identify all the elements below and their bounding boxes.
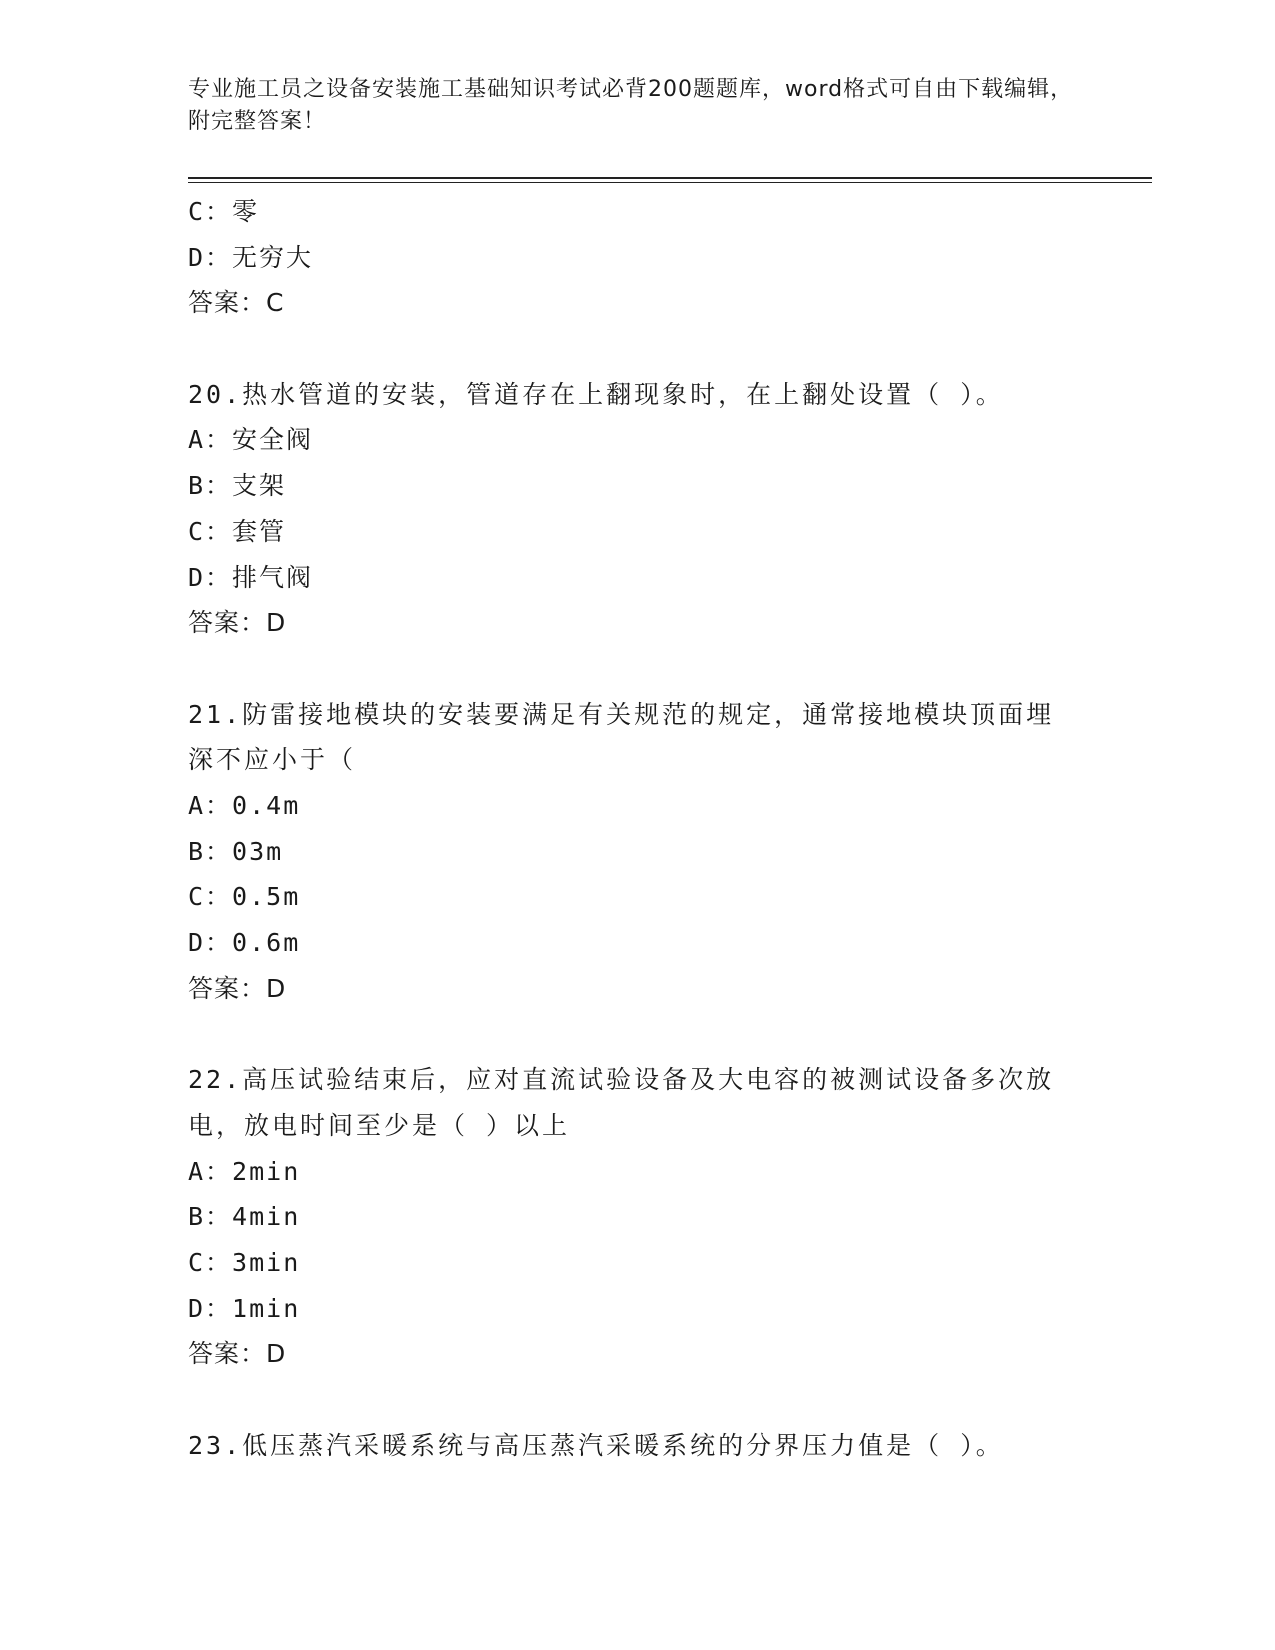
option-d: D：无穷大 — [188, 242, 314, 272]
header-rule-thin — [188, 182, 1152, 183]
option-b: B：03m — [188, 836, 284, 866]
answer-line: 答案：D — [188, 608, 287, 638]
spacer — [188, 326, 1088, 372]
option-b: B：4min — [188, 1202, 301, 1232]
spacer — [188, 1377, 1088, 1423]
header-rule-thick — [188, 177, 1152, 179]
option-c: C：套管 — [188, 516, 287, 546]
option-d: D：排气阀 — [188, 562, 314, 592]
option-c: C：零 — [188, 197, 260, 226]
answer-line: 答案：D — [188, 1339, 287, 1369]
question-text: 23.低压蒸汽采暖系统与高压蒸汽采暖系统的分界压力值是（ ）。 — [188, 1430, 1004, 1460]
option-c: C：0.5m — [188, 882, 301, 912]
question-text: 21.防雷接地模块的安装要满足有关规范的规定，通常接地模块顶面埋深不应小于（ — [188, 699, 1055, 775]
answer-line: 答案：D — [188, 973, 287, 1003]
question-text: 20.热水管道的安装，管道存在上翻现象时，在上翻处设置（ ）。 — [188, 379, 1004, 409]
spacer — [188, 646, 1088, 692]
answer-line: 答案：C — [188, 288, 285, 318]
document-header: 专业施工员之设备安装施工基础知识考试必背200题题库，word格式可自由下载编辑，附完整答案！ — [188, 77, 1074, 134]
document-body — [188, 189, 1088, 1468]
option-b: B：支架 — [188, 471, 287, 501]
option-a: A：安全阀 — [188, 425, 314, 455]
option-d: D：1min — [188, 1293, 301, 1323]
option-d: D：0.6m — [188, 928, 301, 958]
option-a: A：0.4m — [188, 790, 301, 820]
spacer — [188, 1011, 1088, 1057]
option-a: A：2min — [188, 1156, 301, 1186]
option-c: C：3min — [188, 1247, 301, 1277]
question-text: 22.高压试验结束后，应对直流试验设备及大电容的被测试设备多次放电，放电时间至少是（ ）以上 — [188, 1065, 1055, 1140]
